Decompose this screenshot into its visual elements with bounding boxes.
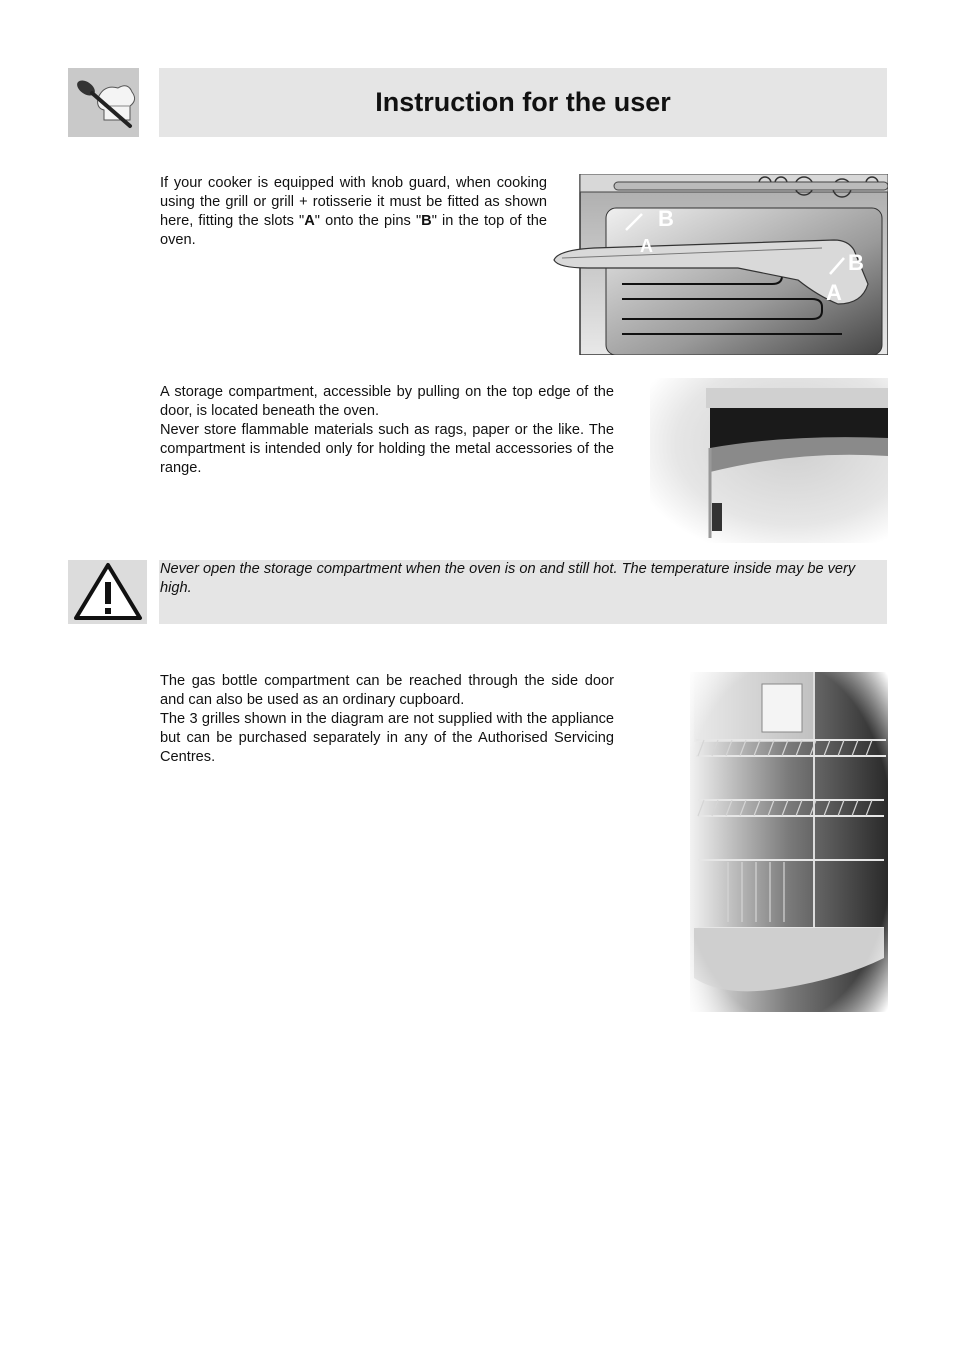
page-title: Instruction for the user <box>375 87 671 117</box>
gas-bottle-line-1: The gas bottle compartment can be reached through the side door and can also be used as an ordinary cupboard. <box>160 673 614 708</box>
gas-bottle-paragraph <box>160 672 614 767</box>
page-header <box>159 68 887 137</box>
text-part: " onto the pins " <box>314 213 422 229</box>
warning-box <box>159 560 887 624</box>
text-part: " in the top of the oven. <box>160 213 547 248</box>
warning-triangle-icon <box>68 560 147 624</box>
knob-guard-text <box>160 174 547 250</box>
warning-icon-box <box>68 560 147 624</box>
knob-guard-paragraph <box>160 174 547 250</box>
storage-line-1: A storage compartment, accessible by pulling on the top edge of the door, is located beneath the oven. <box>160 384 614 419</box>
knob-guard-figure <box>552 174 888 355</box>
figure-label-b1: B <box>658 206 674 231</box>
warning-text: Never open the storage compartment when the oven is on and still hot. The temperature inside may be very high. <box>160 561 856 596</box>
text-part: If your cooker is equipped with knob guard, when cooking using the grill or grill + rotisserie it must be fitted as shown here, fitting the slots " <box>160 175 547 229</box>
storage-paragraph <box>160 383 614 478</box>
label-b: B <box>421 213 432 229</box>
header-icon-box <box>68 68 139 137</box>
label-a: A <box>304 213 315 229</box>
figure-label-b2: B <box>848 250 864 275</box>
storage-compartment-figure <box>650 378 888 543</box>
storage-line-2: Never store flammable materials such as rags, paper or the like. The compartment is intended only for holding the metal accessories of the range. <box>160 422 614 476</box>
figure-label-a2: A <box>826 280 842 305</box>
gas-bottle-line-2: The 3 grilles shown in the diagram are not supplied with the appliance but can be purchased separately in any of the Authorised Servicing Centres. <box>160 711 614 765</box>
gas-bottle-compartment-figure <box>684 672 888 1012</box>
spoon-chef-hat-icon <box>68 68 139 137</box>
figure-label-a1: A <box>640 236 653 256</box>
